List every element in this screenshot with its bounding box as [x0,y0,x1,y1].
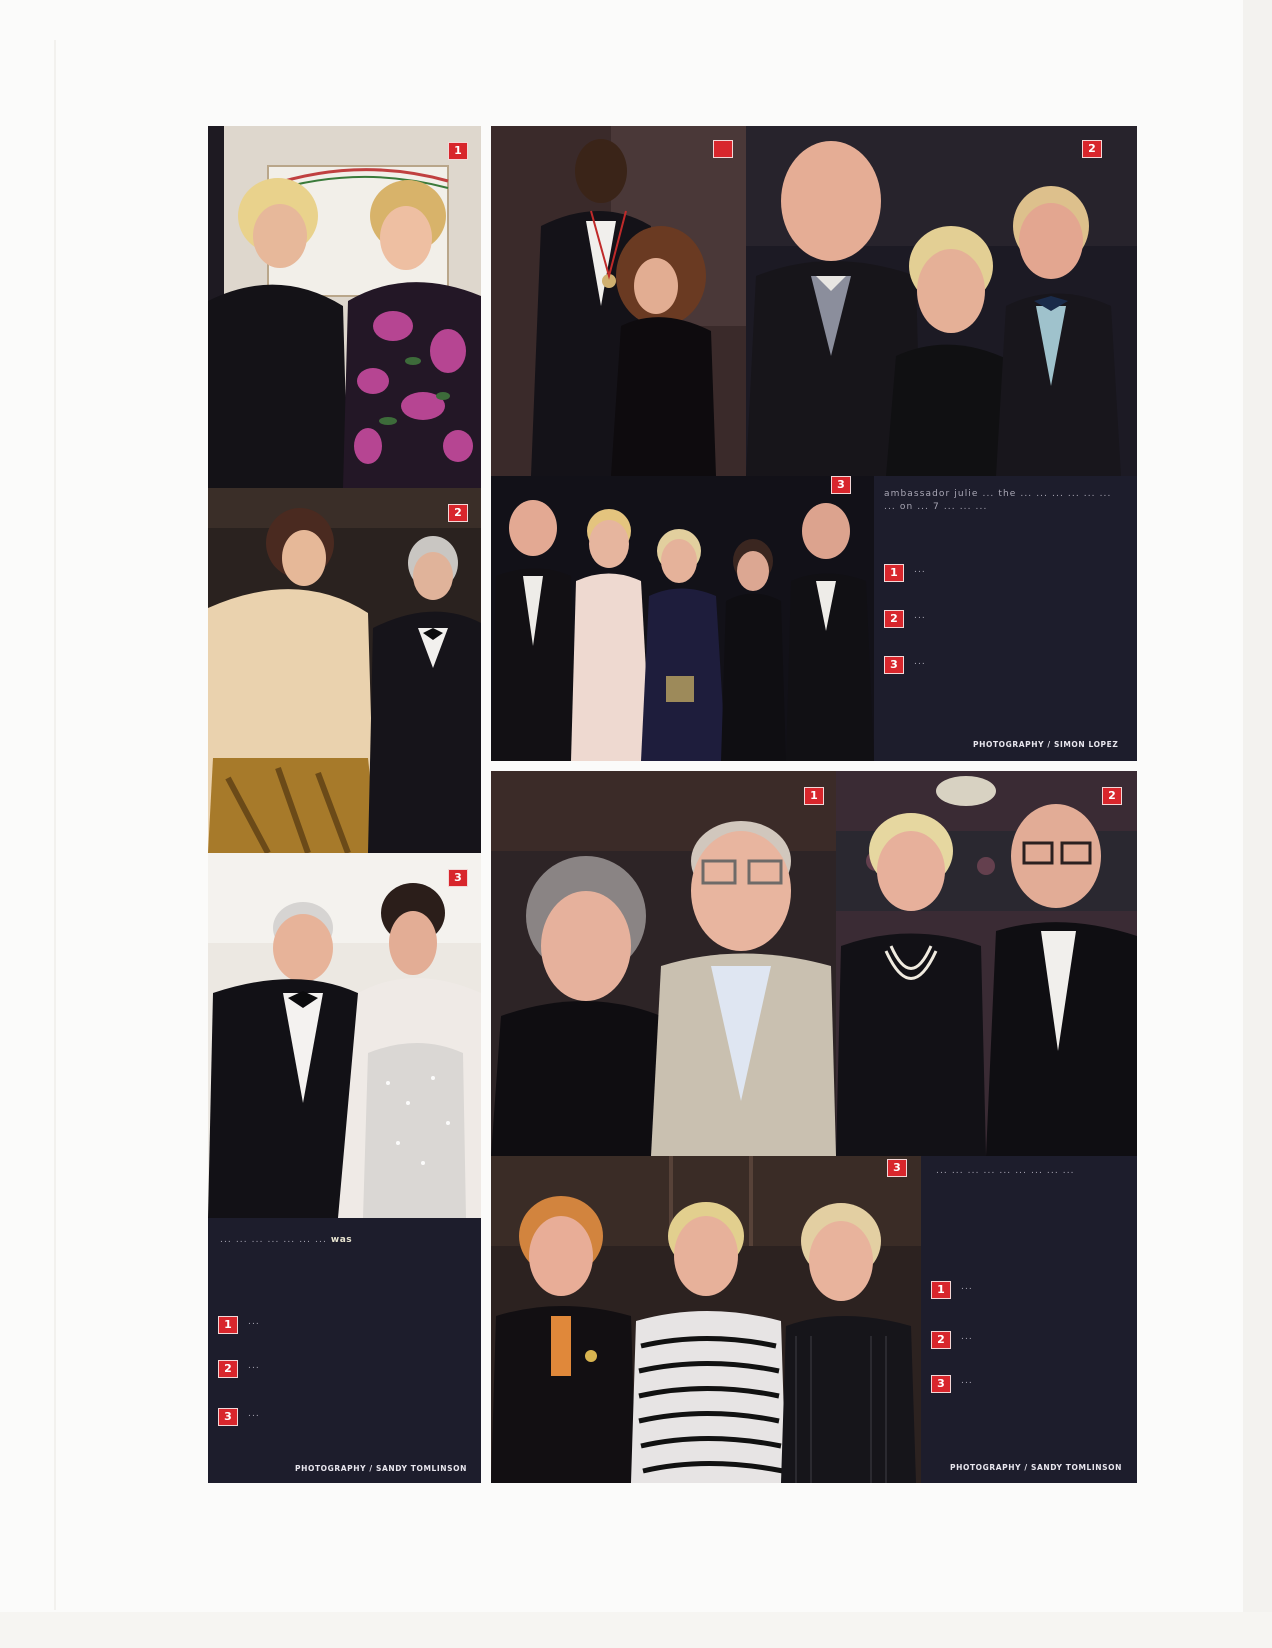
photo-marker-2: 2 [448,504,468,522]
top-right-caption-item-3 [884,656,926,674]
photo-marker-b: 2 [1082,140,1102,158]
left-photo-2 [208,488,481,853]
bottom-right-photo-d-image [491,771,836,1156]
top-right-caption-text-1: ... [914,565,926,575]
top-right-photo-a [491,126,746,476]
photo-marker-c: 3 [831,476,851,494]
bottom-right-caption-marker-3: 3 [931,1375,951,1393]
left-photo-1 [208,126,481,488]
left-caption-text-2: ... [248,1361,260,1371]
top-right-photo-block [491,126,1137,761]
top-right-caption-lead-text: ambassador julie ... the ... ... ... ... ... ... ... on ... 7 ... ... ... [884,489,1112,512]
bottom-right-photo-f-image [491,1156,921,1483]
bottom-right-photo-f [491,1156,921,1483]
top-right-caption-text-2: ... [914,611,926,621]
photo-marker-1: 1 [448,142,468,160]
left-caption-item-1 [218,1316,260,1334]
top-right-caption-marker-2: 2 [884,610,904,628]
photo-marker-3: 3 [448,869,468,887]
bottom-right-photo-e-image [836,771,1137,1156]
bottom-right-photo-credit: PHOTOGRAPHY / SANDY TOMLINSON [950,1463,1123,1472]
top-right-caption-text-3: ... [914,657,926,667]
bottom-right-caption-text-3: ... [961,1376,973,1386]
bottom-right-photo-d [491,771,836,1156]
photo-marker-f: 3 [887,1159,907,1177]
bottom-right-caption-lead [936,1165,1121,1178]
left-photo-credit: PHOTOGRAPHY / SANDY TOMLINSON [295,1464,468,1473]
bottom-right-caption-item-3 [931,1375,973,1393]
bottom-right-caption-text-2: ... [961,1332,973,1342]
left-caption-text-3: ... [248,1409,260,1419]
left-caption-marker-1: 1 [218,1316,238,1334]
photo-marker-a [713,140,733,158]
left-caption-lead-word: was [330,1235,353,1245]
top-right-caption-marker-1: 1 [884,564,904,582]
top-right-photo-a-image [491,126,746,476]
photo-marker-e: 2 [1102,787,1122,805]
left-caption-text-1: ... [248,1317,260,1327]
bottom-right-photo-e [836,771,1137,1156]
left-caption-item-3 [218,1408,260,1426]
top-right-photo-c-image [491,476,874,761]
bottom-right-caption-marker-1: 1 [931,1281,951,1299]
left-caption-marker-2: 2 [218,1360,238,1378]
photo-marker-d: 1 [804,787,824,805]
top-right-caption-lead [884,488,1122,514]
left-photo-1-image [208,126,481,488]
bottom-right-caption-lead-text: ... ... ... ... ... ... ... ... ... [936,1166,1075,1176]
bottom-right-caption-text-1: ... [961,1282,973,1292]
top-right-photo-b-image [746,126,1137,476]
top-right-caption-item-1 [884,564,926,582]
top-right-caption-marker-3: 3 [884,656,904,674]
left-caption-lead-text: ... ... ... ... ... ... ... [220,1235,327,1245]
left-caption-marker-3: 3 [218,1408,238,1426]
bottom-right-caption-item-1 [931,1281,973,1299]
top-right-photo-b [746,126,1137,476]
left-photo-column [208,126,481,1483]
top-right-caption-item-2 [884,610,926,628]
bottom-right-caption-marker-2: 2 [931,1331,951,1349]
left-photo-3-image [208,853,481,1218]
top-right-photo-c [491,476,874,761]
top-right-photo-credit: PHOTOGRAPHY / SIMON LOPEZ [973,740,1119,749]
bottom-right-caption-item-2 [931,1331,973,1349]
left-photo-3 [208,853,481,1218]
left-caption-item-2 [218,1360,260,1378]
left-caption-lead [220,1234,470,1247]
bottom-right-photo-block [491,771,1137,1483]
left-photo-2-image [208,488,481,853]
